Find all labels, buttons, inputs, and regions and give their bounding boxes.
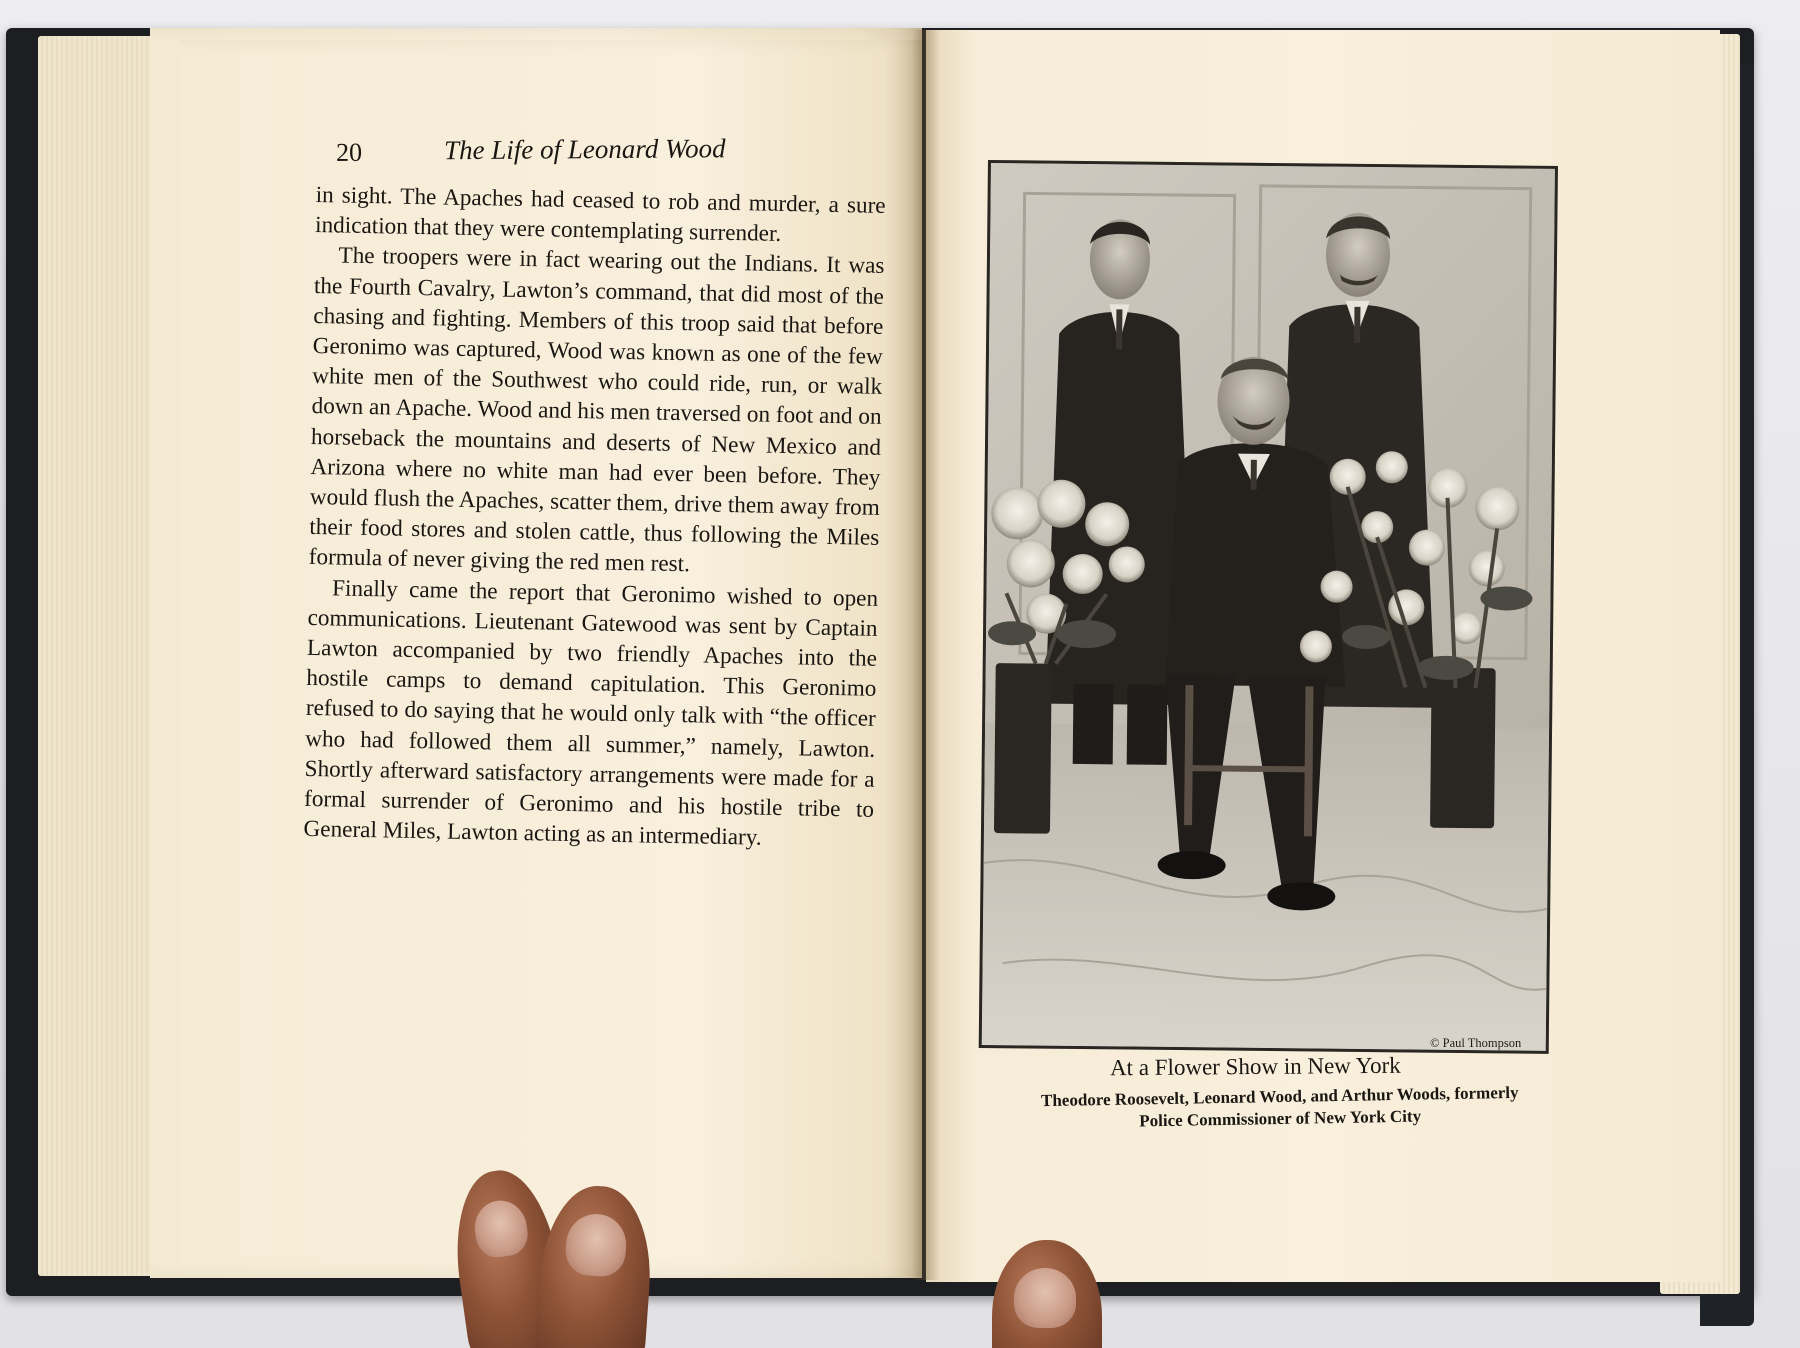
thumbnail bbox=[564, 1212, 628, 1278]
paragraph: in sight. The Apaches had ceased to rob and murder, a sure indication that they were contemplating surrender. bbox=[314, 181, 886, 248]
thumbnail bbox=[1014, 1268, 1076, 1328]
photo-credit: © Paul Thompson bbox=[1430, 1036, 1522, 1050]
caption-line: Police Commissioner of New York City bbox=[1139, 1106, 1422, 1131]
photograph bbox=[979, 160, 1558, 1054]
page-body-text bbox=[303, 180, 886, 855]
caption-line: Theodore Roosevelt, Leonard Wood, and Arthur Woods, formerly bbox=[1040, 1082, 1519, 1111]
photo-three-men-with-roses bbox=[982, 163, 1555, 1051]
paragraph: Finally came the report that Geronimo wished to open communications. Lieutenant Gatewood was sent by Captain Lawton accompanied by two friendly Apaches into the hostile camps to demand capitulation. This Geronimo refused to do saying that he would only talk with “the officer who had followed them all summer,” namely, Lawton. Shortly afterward satisfactory arrangements were made for a formal surrender of Geronimo and his hostile tribe to General Miles, Lawton acting as an intermediary. bbox=[303, 575, 879, 851]
book-gutter bbox=[912, 30, 940, 1280]
paragraph: The troopers were in fact wearing out the Indians. It was the Fourth Cavalry, Lawton’s command, that did most of the chasing and fighting. Members of this troop said that before Geronimo was captured, Wood was known as one of the few white men of the Southwest who could ride, run, or walk down an Apache. Wood and his men traversed on foot and on horseback the mountains and deserts of New Mexico and Arizona where no white man had ever been before. They would flush the Apaches, scatter them, drive them away from their food stores and stolen cattle, thus following the Miles formula of never giving the red men rest. bbox=[308, 242, 885, 578]
running-title: The Life of Leonard Wood bbox=[443, 133, 726, 166]
page-number: 20 bbox=[336, 137, 363, 167]
caption-title: At a Flower Show in New York bbox=[1109, 1052, 1401, 1081]
thumbnail bbox=[471, 1197, 530, 1260]
